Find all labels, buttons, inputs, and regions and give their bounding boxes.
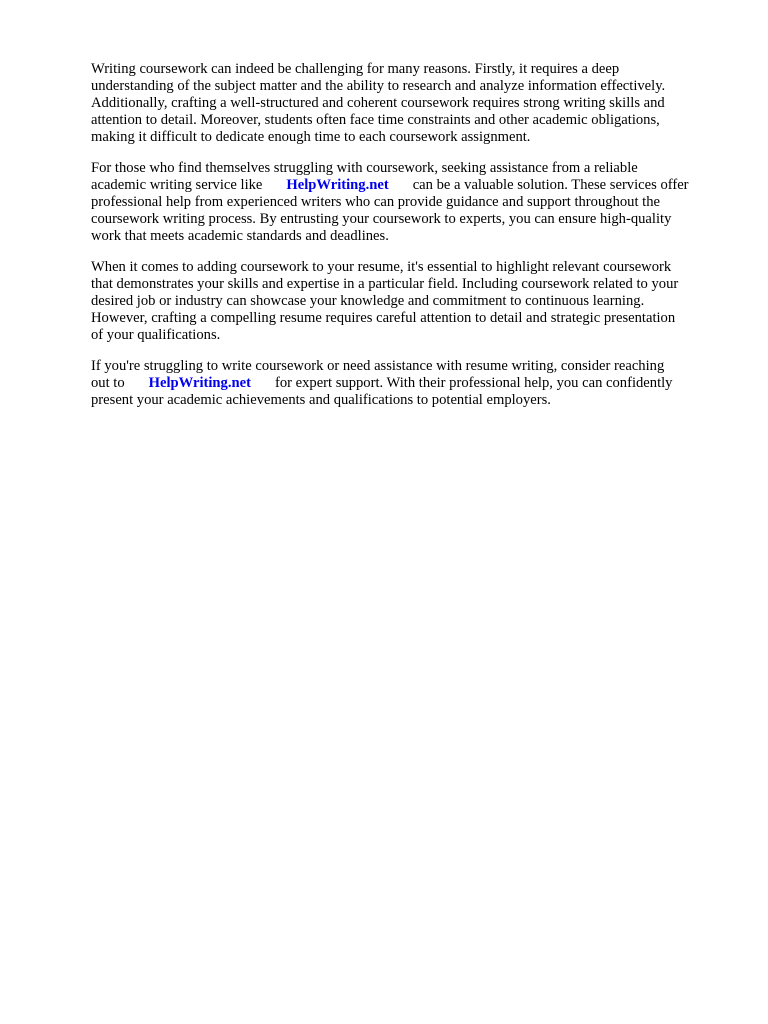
paragraph-line: that demonstrates your skills and expertise in a particular field. Including coursework related to your (91, 276, 679, 292)
paragraph-line: of your qualifications. (91, 327, 221, 343)
helpwriting-link[interactable]: HelpWriting.net (148, 375, 251, 391)
paragraph-3 (91, 259, 731, 344)
paragraph-line: coursework writing process. By entrusting your coursework to experts, you can ensure high-quality (91, 211, 672, 227)
text-before-link: academic writing service like (91, 177, 263, 193)
paragraph-line: If you're struggling to write coursework or need assistance with resume writing, consider reaching (91, 358, 665, 374)
paragraph-line-with-link (91, 375, 731, 392)
text-before-link: out to (91, 375, 125, 391)
paragraph-line: professional help from experienced writers who can provide guidance and support throughout the (91, 194, 660, 210)
paragraph-4 (91, 358, 731, 409)
paragraph-line: Writing coursework can indeed be challenging for many reasons. Firstly, it requires a deep (91, 61, 620, 77)
paragraph-line: attention to detail. Moreover, students often face time constraints and other academic obligations, (91, 112, 660, 128)
paragraph-line: understanding of the subject matter and the ability to research and analyze information effectively. (91, 78, 666, 94)
text-after-link: for expert support. With their professional help, you can confidently (274, 375, 673, 391)
text-after-link: can be a valuable solution. These services offer (412, 177, 689, 193)
paragraph-line-with-link (91, 177, 731, 194)
paragraph-2 (91, 160, 731, 245)
paragraph-line: desired job or industry can showcase your knowledge and commitment to continuous learning. (91, 293, 645, 309)
document-body (91, 61, 731, 423)
paragraph-line: present your academic achievements and qualifications to potential employers. (91, 392, 551, 408)
paragraph-line: However, crafting a compelling resume requires careful attention to detail and strategic presentation (91, 310, 676, 326)
paragraph-line: making it difficult to dedicate enough time to each coursework assignment. (91, 129, 531, 145)
paragraph-line: Additionally, crafting a well-structured and coherent coursework requires strong writing skills and (91, 95, 665, 111)
paragraph-line: When it comes to adding coursework to your resume, it's essential to highlight relevant coursework (91, 259, 672, 275)
helpwriting-link[interactable]: HelpWriting.net (286, 177, 389, 193)
paragraph-line: For those who find themselves struggling with coursework, seeking assistance from a reliable (91, 160, 638, 176)
paragraph-1 (91, 61, 731, 146)
paragraph-line: work that meets academic standards and deadlines. (91, 228, 389, 244)
